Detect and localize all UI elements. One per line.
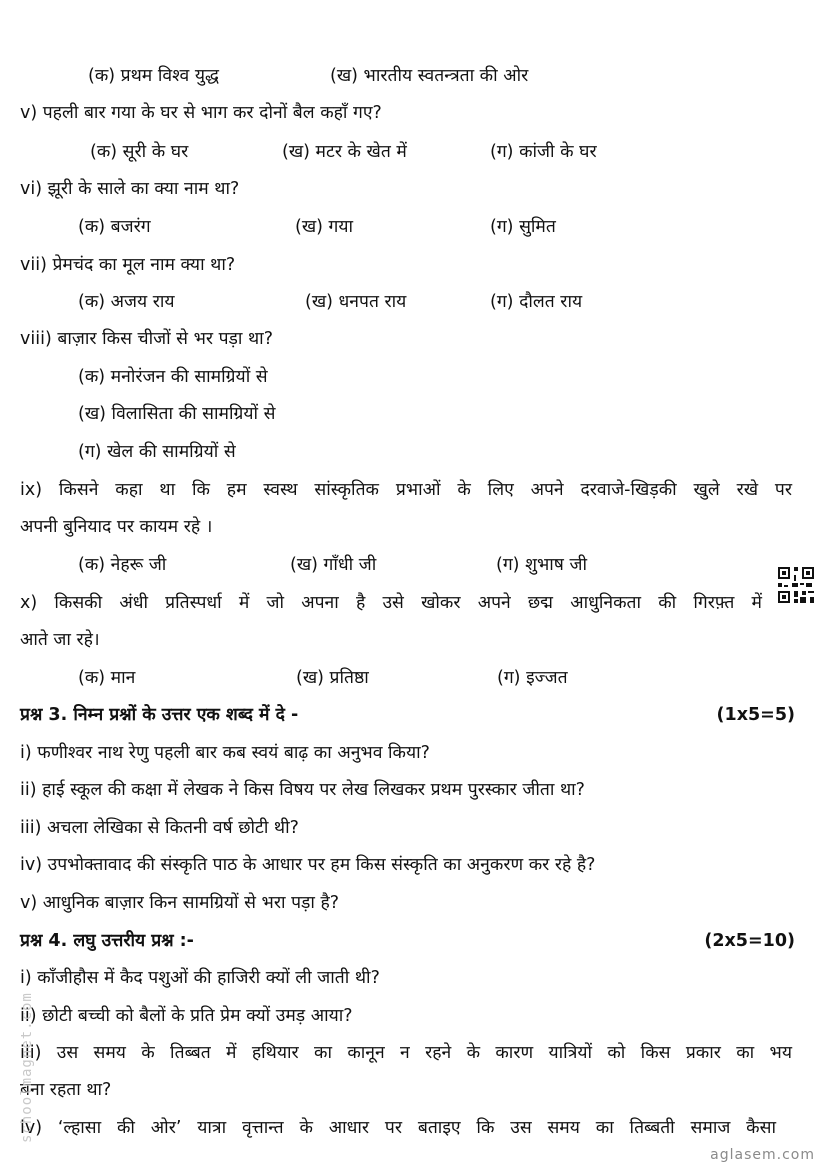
q8-option-ga: (ग) खेल की सामग्रियों से xyxy=(78,442,236,462)
section-3-item-5: v) आधुनिक बाज़ार किन सामग्रियों से भरा पड़ा है? xyxy=(20,893,340,913)
q7-option-ka: (क) अजय राय xyxy=(78,292,175,312)
q8-option-kha: (ख) विलासिता की सामग्रियों से xyxy=(78,404,276,424)
q8-option-ka: (क) मनोरंजन की सामग्रियों से xyxy=(78,367,268,387)
question-7: vii) प्रेमचंद का मूल नाम क्या था? xyxy=(20,255,236,275)
qr-code-icon xyxy=(776,565,816,605)
option-ka: (क) प्रथम विश्व युद्ध xyxy=(88,66,219,86)
question-9-line2: अपनी बुनियाद पर कायम रहे । xyxy=(20,517,213,537)
q9-option-ka: (क) नेहरू जी xyxy=(78,555,167,575)
q5-option-ka: (क) सूरी के घर xyxy=(90,142,189,162)
section-3-marks: (1x5=5) xyxy=(716,705,795,725)
q6-option-ka: (क) बजरंग xyxy=(78,217,151,237)
q6-option-ga: (ग) सुमित xyxy=(490,217,556,237)
section-4-q4-line1: iv) ‘ल्हासा की ओर’ यात्रा वृत्तान्त के आधार पर बताइए कि उस समय का तिब्बती समाज कैसा xyxy=(20,1118,776,1138)
option-kha: (ख) भारतीय स्वतन्त्रता की ओर xyxy=(330,66,529,86)
section-4-q2: ii) छोटी बच्ची को बैलों के प्रति प्रेम क्यों उमड़ आया? xyxy=(20,1006,353,1026)
section-3-item-2: ii) हाई स्कूल की कक्षा में लेखक ने किस विषय पर लेख लिखकर प्रथम पुरस्कार जीता था? xyxy=(20,780,585,800)
q7-option-ga: (ग) दौलत राय xyxy=(490,292,583,312)
section-4-q1: i) काँजीहौस में कैद पशुओं की हाजिरी क्यों ली जाती थी? xyxy=(20,968,380,988)
footer-watermark: aglasem.com xyxy=(710,1147,815,1163)
section-4-heading: प्रश्न 4. लघु उत्तरीय प्रश्न :- xyxy=(20,931,194,951)
section-3-item-4: iv) उपभोक्तावाद की संस्कृति पाठ के आधार पर हम किस संस्कृति का अनुकरण कर रहे है? xyxy=(20,855,596,875)
question-8: viii) बाज़ार किस चीजों से भर पड़ा था? xyxy=(20,329,274,349)
q6-option-kha: (ख) गया xyxy=(295,217,354,237)
question-10-line2: आते जा रहे। xyxy=(20,630,100,650)
q9-option-ga: (ग) शुभाष जी xyxy=(496,555,587,575)
q5-option-kha: (ख) मटर के खेत में xyxy=(282,142,407,162)
section-3-item-1: i) फणीश्वर नाथ रेणु पहली बार कब स्वयं बाढ़ का अनुभव किया? xyxy=(20,743,430,763)
question-9-line1: ix) किसने कहा था कि हम स्वस्थ सांस्कृतिक प्रभाओं के लिए अपने दरवाजे-खिड़की खुले रखे पर xyxy=(20,480,792,500)
side-watermark: schoolmagnet.com xyxy=(19,992,35,1143)
q10-option-kha: (ख) प्रतिष्ठा xyxy=(296,668,369,688)
section-4-q3-line1: iii) उस समय के तिब्बत में हथियार का कानून न रहने के कारण यात्रियों को किस प्रकार का भय xyxy=(20,1043,792,1063)
section-3-item-3: iii) अचला लेखिका से कितनी वर्ष छोटी थी? xyxy=(20,818,299,838)
q9-option-kha: (ख) गाँधी जी xyxy=(290,555,377,575)
question-5: v) पहली बार गया के घर से भाग कर दोनों बैल कहाँ गए? xyxy=(20,103,382,123)
section-3-heading: प्रश्न 3. निम्न प्रश्नों के उत्तर एक शब्द में दे - xyxy=(20,705,299,725)
q7-option-kha: (ख) धनपत राय xyxy=(305,292,407,312)
q10-option-ga: (ग) इज्जत xyxy=(497,668,568,688)
question-10-line1: x) किसकी अंधी प्रतिस्पर्धा में जो अपना है उसे खोकर अपने छद्म आधुनिकता की गिरफ़्त में xyxy=(20,593,762,613)
q10-option-ka: (क) मान xyxy=(78,668,136,688)
section-4-marks: (2x5=10) xyxy=(704,931,795,951)
question-6: vi) झूरी के साले का क्या नाम था? xyxy=(20,179,240,199)
section-4-q3-line2: बना रहता था? xyxy=(20,1080,112,1100)
q5-option-ga: (ग) कांजी के घर xyxy=(490,142,597,162)
